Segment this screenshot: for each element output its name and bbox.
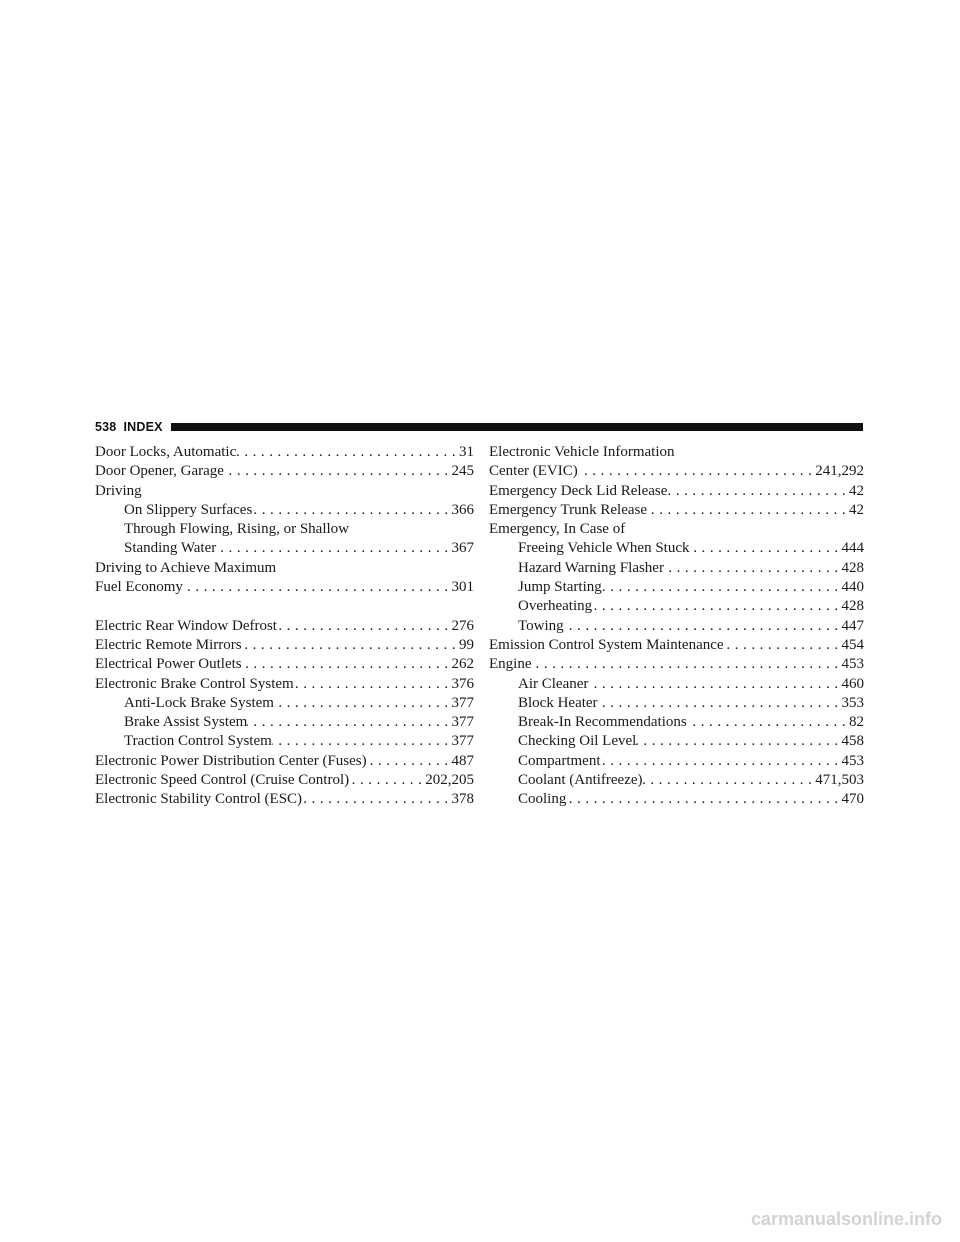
entry-label: Towing [518,617,564,634]
index-entry [95,752,474,771]
index-subentry [489,732,864,751]
entry-label: Emergency, In Case of [489,521,626,538]
index-subentry [489,559,864,578]
entry-label: Electronic Power Distribution Center (Fuses) [95,752,367,769]
dot-leader [643,771,816,790]
entry-page: 245 [451,463,474,480]
entry-page: 82 [849,714,864,731]
entry-page: 202,205 [425,772,474,789]
index-subentry [489,790,864,809]
dot-leader [664,559,842,578]
entry-label: Checking Oil Level [518,733,637,750]
dot-leader [667,482,849,501]
index-entry [95,771,474,790]
index-entry-heading [95,559,474,578]
index-column-right [489,443,864,810]
dot-leader [636,732,841,751]
dot-leader [242,655,452,674]
dot-leader [247,713,451,732]
index-subentry [95,539,474,558]
index-subentry [489,597,864,616]
dot-leader [687,713,849,732]
entry-page: 301 [451,579,474,596]
entry-page: 453 [841,656,864,673]
entry-page: 31 [459,444,474,460]
index-subentry [489,771,864,790]
dot-leader [367,752,452,771]
entry-label: Traction Control System [124,733,272,750]
index-subentry [489,578,864,597]
dot-leader [294,675,452,694]
watermark-text: carmanualsonline.info [750,1209,942,1229]
section-title: INDEX [123,419,163,434]
entry-page: 428 [841,559,864,576]
index-entry [489,655,864,674]
entry-page: 440 [841,579,864,596]
dot-leader [602,578,842,597]
entry-page: 447 [841,617,864,634]
entry-label: Coolant (Antifreeze) [518,772,643,789]
entry-page: 377 [451,714,474,731]
index-subentry [95,732,474,751]
entry-page: 366 [451,501,474,518]
entry-page: 376 [451,675,474,692]
entry-label: Door Locks, Automatic [95,444,237,460]
entry-page: 460 [841,675,864,692]
entry-label: Overheating [518,598,593,615]
index-subentry [95,713,474,732]
page-header [95,418,863,435]
entry-page: 487 [451,752,474,769]
page-number: 538 [95,419,117,434]
dot-leader [598,694,842,713]
header-rule [171,423,863,431]
index-subentry [489,713,864,732]
entry-label: Through Flowing, Rising, or Shallow [124,521,350,538]
entry-page: 377 [451,733,474,750]
entry-label: Brake Assist System [124,714,248,731]
entry-page: 262 [451,656,474,673]
dot-leader [274,694,452,713]
dot-leader [277,617,452,636]
entry-page: 99 [459,636,474,653]
dot-leader [690,539,842,558]
index-entry [489,636,864,655]
index-entry [95,617,474,636]
dot-leader [592,597,841,616]
index-subentry [489,694,864,713]
entry-label: Electronic Vehicle Information [489,444,675,460]
dot-leader [349,771,425,790]
dot-leader [578,462,816,481]
dot-leader [647,501,849,520]
entry-page: 42 [849,482,864,499]
entry-label: Driving to Achieve Maximum [95,559,277,576]
index-subentry [489,752,864,771]
index-entry [95,578,474,597]
entry-label: Electronic Brake Control System [95,675,294,692]
entry-page: 241,292 [815,463,864,480]
index-entry-heading [489,520,864,539]
entry-page: 367 [451,540,474,557]
index-entry [95,462,474,481]
entry-page: 353 [841,694,864,711]
index-entry [95,443,474,462]
dot-leader [588,675,841,694]
entry-page: 444 [841,540,864,557]
entry-page: 458 [841,733,864,750]
entry-label: Break-In Recommendations [518,714,687,731]
entry-label: Anti-Lock Brake System [124,694,274,711]
entry-label: Cooling [518,791,567,808]
entry-page: 454 [841,636,864,653]
dot-leader [302,790,451,809]
index-entry [489,462,864,481]
index-entry-heading [489,443,864,462]
entry-label: Jump Starting [518,579,602,596]
entry-label: Hazard Warning Flasher [518,559,664,576]
index-entry [95,675,474,694]
entry-label: Door Opener, Garage [95,463,224,480]
entry-label: Air Cleaner [518,675,589,692]
entry-label: Emergency Deck Lid Release [489,482,668,499]
dot-leader [252,501,451,520]
index-entry [95,790,474,809]
index-entry [489,501,864,520]
entry-label: Center (EVIC) [489,463,578,480]
entry-gap [95,597,474,616]
entry-page: 471,503 [815,772,864,789]
entry-label: Standing Water [124,540,217,557]
index-subentry [489,617,864,636]
index-entry [95,655,474,674]
index-column-left [95,443,474,810]
entry-page: 378 [451,791,474,808]
dot-leader [236,443,459,462]
entry-label: Electronic Stability Control (ESC) [95,791,303,808]
entry-page: 470 [841,791,864,808]
entry-label: Driving [95,482,142,499]
entry-page: 453 [841,752,864,769]
dot-leader [564,617,842,636]
entry-label: Electrical Power Outlets [95,656,242,673]
entry-page: 377 [451,694,474,711]
entry-label: Electric Remote Mirrors [95,636,242,653]
index-subentry [489,675,864,694]
entry-label: Freeing Vehicle When Stuck [518,540,690,557]
index-subentry [95,694,474,713]
index-subentry [95,501,474,520]
dot-leader [601,752,842,771]
dot-leader [566,790,841,809]
dot-leader [224,462,452,481]
entry-label: Block Heater [518,694,598,711]
index-entry [489,482,864,501]
dot-leader [216,539,451,558]
entry-label: Fuel Economy [95,579,183,596]
entry-label: Engine [489,656,532,673]
entry-label: On Slippery Surfaces [124,501,253,518]
dot-leader [183,578,452,597]
entry-label: Electric Rear Window Defrost [95,617,277,634]
entry-page: 42 [849,501,864,518]
entry-page: 276 [451,617,474,634]
entry-page: 428 [841,598,864,615]
index-entry [95,636,474,655]
index-entry-heading [95,482,474,501]
dot-leader [724,636,842,655]
entry-label: Electronic Speed Control (Cruise Control) [95,772,350,789]
index-subentry [489,539,864,558]
entry-label: Emission Control System Maintenance [489,636,724,653]
entry-label: Emergency Trunk Release [489,501,648,518]
dot-leader [532,655,842,674]
dot-leader [272,732,452,751]
index-subentry-heading [95,520,474,539]
dot-leader [242,636,459,655]
entry-label: Compartment [518,752,601,769]
